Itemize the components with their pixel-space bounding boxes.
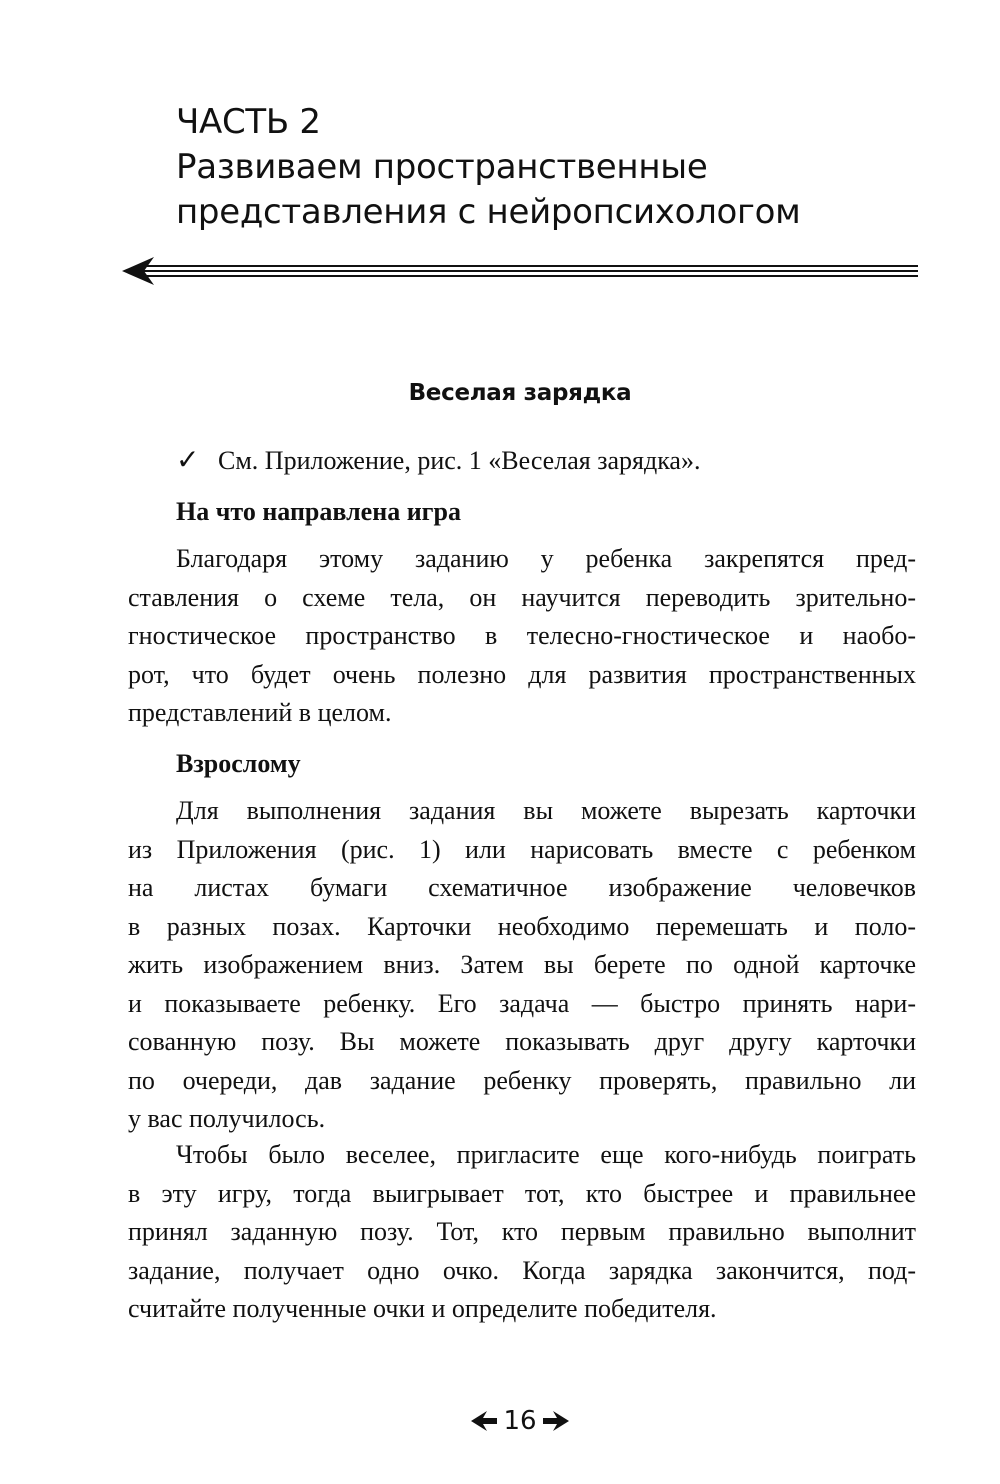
text-line: Чтобы было веселее, пригласите еще кого-нибудь поиграть <box>176 1140 916 1169</box>
page-number: 16 <box>503 1405 537 1436</box>
arrow-left-icon <box>471 1410 497 1432</box>
text-line: в эту игру, тогда выигрывает тот, кто быстрее и правильнее <box>128 1178 916 1208</box>
purpose-paragraph <box>128 540 916 733</box>
text-line: ставления о схеме тела, он научится переводить зрительно- <box>128 582 916 612</box>
text-line: Для выполнения задания вы можете вырезать карточки <box>176 796 916 825</box>
text-line: Благодаря этому заданию у ребенка закрепятся пред- <box>176 544 916 573</box>
text-line: жить изображением вниз. Затем вы берете по одной карточке <box>128 950 916 979</box>
text-line: и показываете ребенку. Его задача — быстро принять нари- <box>128 988 916 1018</box>
adult-heading: Взрослому <box>176 749 301 778</box>
text-line: в разных позах. Карточки необходимо перемешать и поло- <box>128 911 916 941</box>
text-line: считайте полученные очки и определите победителя. <box>128 1294 717 1323</box>
section-title: Веселая зарядка <box>408 380 632 406</box>
reference-line <box>176 442 936 479</box>
checkmark-icon: ✓ <box>176 443 200 476</box>
adult-paragraph-1 <box>128 792 916 1139</box>
part-title-line-1: Развиваем пространственные <box>176 147 708 187</box>
text-line: рот, что будет очень полезно для развития пространственных <box>128 659 916 689</box>
text-line: из Приложения (рис. 1) или нарисовать вместе с ребенком <box>128 834 916 864</box>
purpose-heading: На что направлена игра <box>176 497 461 526</box>
part-label: ЧАСТЬ 2 <box>176 102 321 142</box>
decorative-arrow-rule <box>120 254 920 288</box>
text-line: принял заданную позу. Тот, кто первым правильно выполнит <box>128 1217 916 1246</box>
text-line: представлений в целом. <box>128 698 392 727</box>
text-line: у вас получилось. <box>128 1104 326 1133</box>
text-line: задание, получает одно очко. Когда зарядка закончится, под- <box>128 1255 916 1285</box>
part-header <box>176 100 936 235</box>
adult-paragraph-2 <box>128 1136 916 1329</box>
arrow-right-icon <box>543 1410 569 1432</box>
text-line: гностическое пространство в телесно-гностическое и наобо- <box>128 621 916 650</box>
page-footer <box>0 1400 1000 1441</box>
text-line: по очереди, дав задание ребенку проверять, правильно ли <box>128 1065 916 1095</box>
reference-text: См. Приложение, рис. 1 «Веселая зарядка». <box>218 446 701 475</box>
text-line: на листах бумаги схематичное изображение человечков <box>128 873 916 902</box>
part-title-line-2: представления с нейропсихологом <box>176 192 801 232</box>
text-line: сованную позу. Вы можете показывать друг другу карточки <box>128 1027 916 1056</box>
